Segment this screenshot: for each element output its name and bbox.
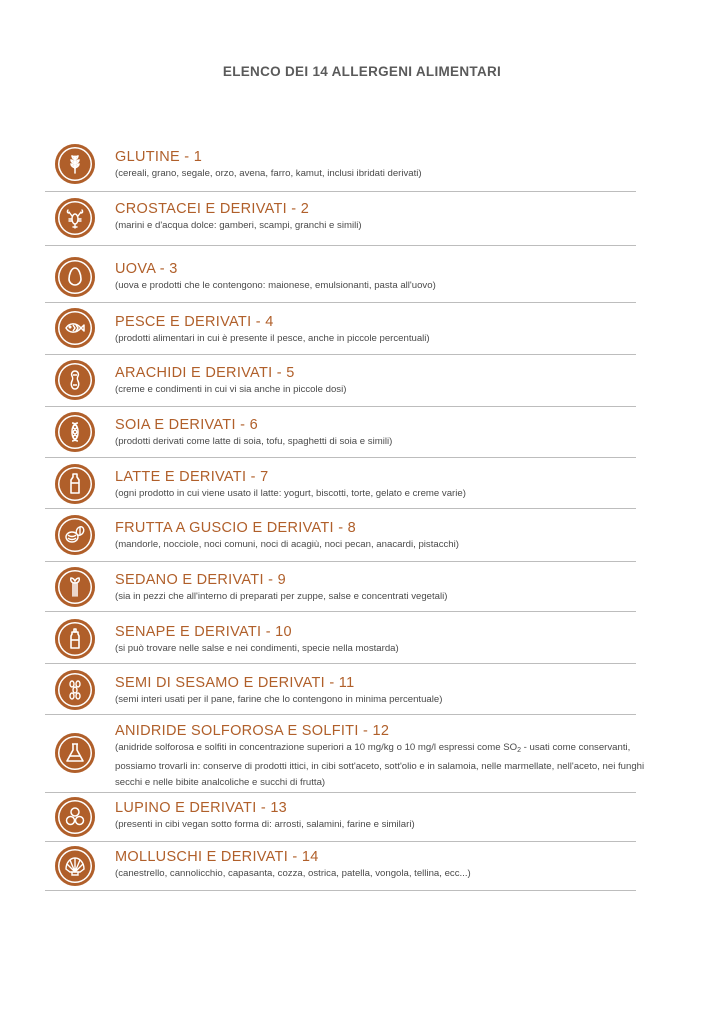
divider [45, 663, 636, 664]
mustard-bottle-icon [55, 619, 95, 659]
divider [45, 890, 636, 891]
allergen-description: (marini e d'acqua dolce: gamberi, scampi, granchi e simili) [115, 220, 362, 231]
page-title: ELENCO DEI 14 ALLERGENI ALIMENTARI [222, 64, 502, 79]
allergen-description: (prodotti alimentari in cui è presente il pesce, anche in piccole percentuali) [115, 333, 430, 344]
divider [45, 406, 636, 407]
allergen-name: PESCE E DERIVATI - 4 [115, 314, 274, 330]
allergen-name: SOIA E DERIVATI - 6 [115, 417, 258, 433]
allergen-name: UOVA - 3 [115, 261, 178, 277]
lobster-icon [55, 198, 95, 238]
allergen-description: (cereali, grano, segale, orzo, avena, farro, kamut, inclusi ibridati derivati) [115, 168, 422, 179]
divider [45, 354, 636, 355]
sesame-icon [55, 670, 95, 710]
shell-icon [55, 846, 95, 886]
divider [45, 245, 636, 246]
allergen-description: (presenti in cibi vegan sotto forma di: arrosti, salamini, farine e similari) [115, 819, 415, 830]
divider [45, 191, 636, 192]
subscript: 2 [517, 747, 521, 754]
allergen-name: LATTE E DERIVATI - 7 [115, 469, 269, 485]
divider [45, 302, 636, 303]
allergen-name: SEDANO E DERIVATI - 9 [115, 572, 286, 588]
divider [45, 457, 636, 458]
lupin-icon [55, 797, 95, 837]
allergen-name: ARACHIDI E DERIVATI - 5 [115, 365, 295, 381]
divider [45, 508, 636, 509]
allergen-name: GLUTINE - 1 [115, 149, 203, 165]
description-text: (anidride solforosa e solfiti in concentrazione superiori a 10 mg/kg o 10 mg/l espressi come SO [115, 742, 518, 753]
allergen-name: CROSTACEI E DERIVATI - 2 [115, 201, 310, 217]
divider [45, 611, 636, 612]
divider [45, 792, 636, 793]
divider [45, 714, 636, 715]
allergen-description [115, 740, 655, 791]
allergen-description: (mandorle, nocciole, noci comuni, noci di acagiù, noci pecan, anacardi, pistacchi) [115, 539, 459, 550]
divider [45, 841, 636, 842]
nuts-icon [55, 515, 95, 555]
description-text: - usati come conservanti, possiamo trovarli in: conserve di prodotti ittici, in cibi sott'aceto, sott'olio e in salamoia, nelle marmellate, nell'aceto, nei funghi secchi e nelle bibite analcoliche e succhi di frutta) [115, 742, 645, 788]
celery-icon [55, 567, 95, 607]
allergen-description: (canestrello, cannolicchio, capasanta, cozza, ostrica, patella, vongola, tellina, ecc...) [115, 868, 471, 879]
allergen-description: (creme e condimenti in cui vi sia anche in piccole dosi) [115, 384, 347, 395]
divider [45, 561, 636, 562]
allergen-description: (semi interi usati per il pane, farine che lo contengono in minima percentuale) [115, 694, 443, 705]
allergen-description: (si può trovare nelle salse e nei condimenti, specie nella mostarda) [115, 643, 399, 654]
fish-icon [55, 308, 95, 348]
allergen-description: (sia in pezzi che all'interno di preparati per zuppe, salse e concentrati vegetali) [115, 591, 448, 602]
milk-bottle-icon [55, 464, 95, 504]
allergen-name: LUPINO E DERIVATI - 13 [115, 800, 288, 816]
allergen-description: (ogni prodotto in cui viene usato il latte: yogurt, biscotti, torte, gelato e creme varie) [115, 488, 466, 499]
wheat-icon [55, 144, 95, 184]
allergen-name: ANIDRIDE SOLFOROSA E SOLFITI - 12 [115, 723, 390, 739]
allergen-description: (uova e prodotti che le contengono: maionese, emulsionanti, pasta all'uovo) [115, 280, 436, 291]
flask-icon [55, 733, 95, 773]
peanut-icon [55, 360, 95, 400]
egg-icon [55, 257, 95, 297]
soy-icon [55, 412, 95, 452]
allergen-name: SENAPE E DERIVATI - 10 [115, 624, 292, 640]
allergen-name: MOLLUSCHI E DERIVATI - 14 [115, 849, 319, 865]
allergen-name: FRUTTA A GUSCIO E DERIVATI - 8 [115, 520, 357, 536]
allergen-description: (prodotti derivati come latte di soia, tofu, spaghetti di soia e simili) [115, 436, 393, 447]
allergen-name: SEMI DI SESAMO E DERIVATI - 11 [115, 675, 355, 691]
